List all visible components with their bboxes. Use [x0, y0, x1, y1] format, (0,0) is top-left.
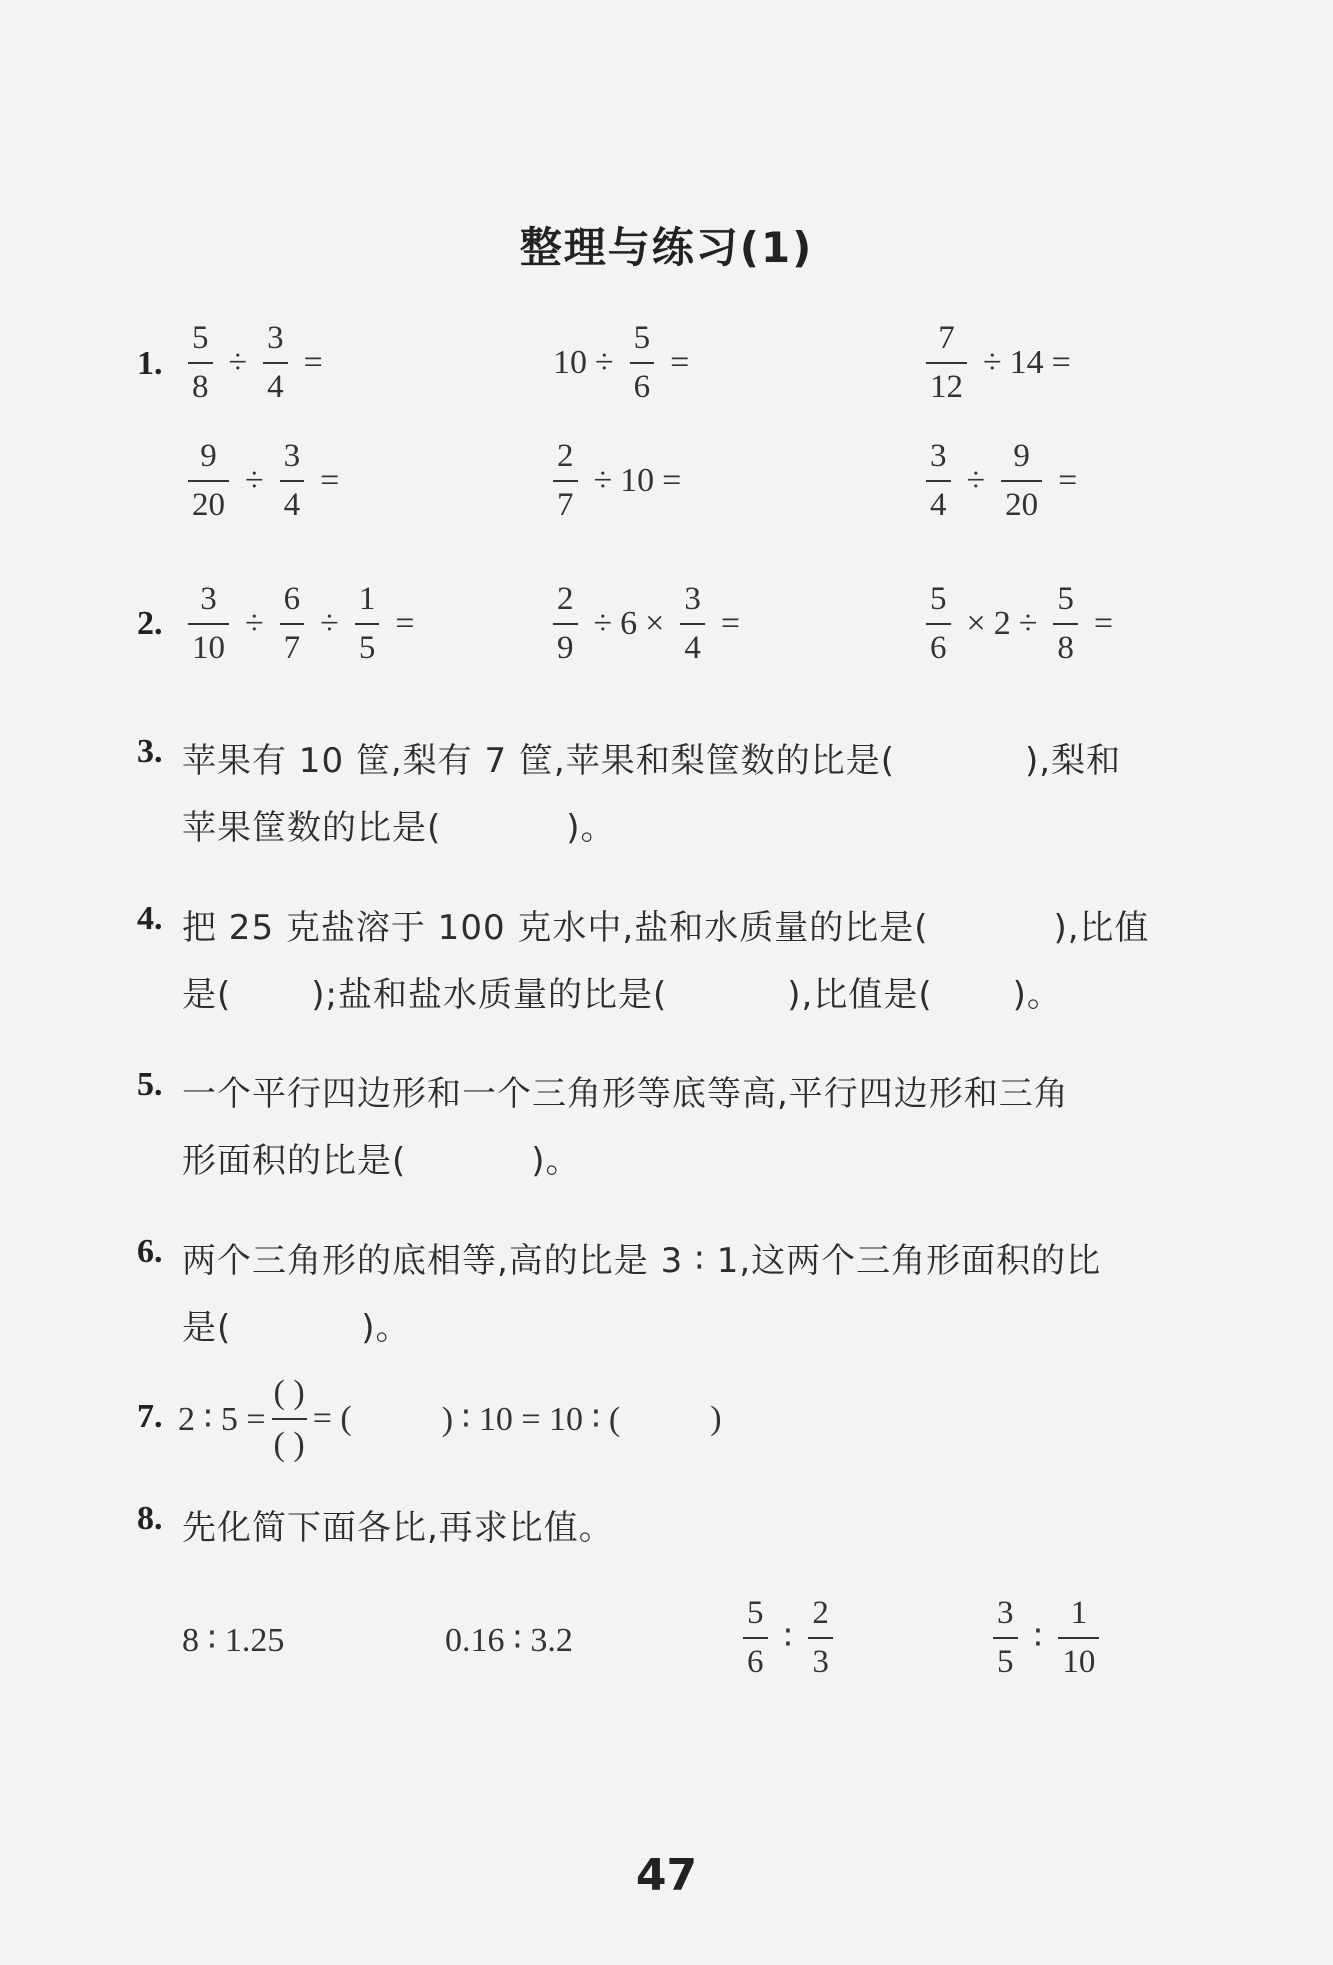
q4-line-1 — [182, 900, 1150, 949]
fraction: $\frac{3}{10}$ — [188, 583, 229, 665]
q3-line-1 — [182, 733, 1121, 782]
fraction-denominator: ( ) — [272, 1418, 307, 1462]
q1-expr-1 — [180, 322, 331, 404]
ratio-text: ) — [710, 1400, 722, 1437]
question-5-number: 5. — [137, 1066, 163, 1103]
question-7-number: 7. — [137, 1398, 163, 1435]
number: 10 — [620, 462, 655, 499]
divide-sign: ÷ — [595, 344, 614, 381]
q5-line-1: 一个平行四边形和一个三角形等底等高,平行四边形和三角 — [182, 1074, 1069, 1114]
fraction: $\frac{5}{6}$ — [743, 1597, 768, 1679]
q6-line-2 — [182, 1300, 411, 1349]
q7-expression — [178, 1376, 722, 1462]
fraction: $\frac{5}{6}$ — [926, 583, 951, 665]
ratio-sign: ∶ — [783, 1620, 793, 1657]
ratio-sign: ∶ — [1033, 1620, 1043, 1657]
divide-sign: ÷ — [1018, 605, 1038, 642]
fraction-numerator: ( ) — [273, 1374, 305, 1411]
question-4-number: 4. — [137, 900, 163, 937]
divide-sign: ÷ — [983, 344, 1002, 381]
ratio-text: 2 ∶ 5 = — [178, 1401, 266, 1438]
equals-sign: = — [1051, 344, 1071, 381]
q1-expr-2 — [553, 322, 697, 404]
fraction: $\frac{3}{4}$ — [680, 583, 705, 665]
question-text: )。 — [361, 1308, 411, 1348]
fraction: $\frac{6}{7}$ — [280, 583, 305, 665]
equals-sign: = — [662, 462, 682, 499]
question-text: )。 — [531, 1141, 581, 1181]
divide-sign: ÷ — [228, 344, 248, 381]
divide-sign: ÷ — [966, 462, 986, 499]
question-text: 形面积的比是( — [182, 1141, 407, 1181]
number: 14 — [1009, 344, 1044, 381]
equals-sign: = — [670, 344, 690, 381]
fraction: $\frac{2}{9}$ — [553, 583, 578, 665]
q8-ratio-4 — [985, 1597, 1107, 1679]
question-3-number: 3. — [137, 733, 163, 770]
q4-line-2 — [182, 967, 1062, 1016]
question-text: ),比值是( — [787, 975, 933, 1015]
question-text: ),比值 — [1053, 908, 1150, 948]
fraction: $\frac{3}{4}$ — [263, 322, 288, 404]
q5-line-2 — [182, 1133, 581, 1182]
number: 2 — [993, 605, 1011, 642]
equals-sign: = — [720, 605, 741, 642]
question-text: 把 25 克盐溶于 100 克水中,盐和水质量的比是( — [182, 908, 929, 948]
question-text: );盐和盐水质量的比是( — [311, 975, 668, 1015]
number: 10 — [553, 344, 587, 381]
q8-ratio-1: 8 ∶ 1.25 — [182, 1622, 285, 1659]
ratio-text: = ( — [312, 1400, 352, 1437]
fraction: $\frac{9}{20}$ — [188, 440, 229, 522]
fraction: $\frac{5}{8}$ — [188, 322, 213, 404]
page-title: 整理与练习(1) — [519, 223, 814, 272]
fraction: $\frac{5}{6}$ — [630, 322, 655, 404]
divide-sign: ÷ — [320, 605, 339, 642]
divide-sign: ÷ — [245, 605, 264, 642]
q1-expr-4 — [180, 440, 347, 522]
fraction: $\frac{2}{3}$ — [808, 1597, 833, 1679]
fraction: $\frac{1}{10}$ — [1058, 1597, 1099, 1679]
fraction: $\frac{2}{7}$ — [553, 440, 578, 522]
fraction: $\frac{1}{5}$ — [355, 583, 380, 665]
number: 6 — [620, 605, 638, 642]
fraction: $\frac{3}{5}$ — [993, 1597, 1018, 1679]
ratio-text: ) ∶ 10 = 10 ∶ ( — [441, 1401, 621, 1438]
fraction: $\frac{3}{4}$ — [926, 440, 951, 522]
multiply-sign: × — [645, 605, 665, 642]
blank-fraction[interactable] — [272, 1376, 307, 1462]
equals-sign: = — [1093, 605, 1114, 642]
q8-ratio-3 — [735, 1597, 841, 1679]
question-8-number: 8. — [137, 1500, 163, 1537]
equals-sign: = — [303, 344, 323, 381]
question-text: 是( — [182, 975, 232, 1015]
q8-ratio-2: 0.16 ∶ 3.2 — [445, 1622, 573, 1659]
divide-sign: ÷ — [593, 462, 613, 499]
q6-line-1: 两个三角形的底相等,高的比是 3 ∶ 1,这两个三角形面积的比 — [182, 1241, 1102, 1281]
fraction: $\frac{5}{8}$ — [1053, 583, 1078, 665]
multiply-sign: × — [966, 605, 986, 642]
question-text: )。 — [566, 808, 616, 848]
fraction: $\frac{3}{4}$ — [280, 440, 305, 522]
q3-line-2 — [182, 800, 616, 849]
equals-sign: = — [1058, 462, 1078, 499]
q1-expr-3 — [918, 322, 1079, 404]
question-text: 苹果有 10 筐,梨有 7 筐,苹果和梨筐数的比是( — [182, 741, 896, 781]
question-text: 苹果筐数的比是( — [182, 808, 442, 848]
question-6-number: 6. — [137, 1233, 163, 1270]
q8-prompt: 先化简下面各比,再求比值。 — [182, 1508, 614, 1548]
question-text: 是( — [182, 1308, 232, 1348]
q1-expr-6 — [918, 440, 1085, 522]
q1-expr-5 — [545, 440, 689, 522]
fraction: $\frac{9}{20}$ — [1001, 440, 1042, 522]
equals-sign: = — [395, 605, 415, 642]
equals-sign: = — [320, 462, 340, 499]
q2-expr-1 — [180, 583, 423, 665]
page-number: 47 — [635, 1850, 698, 1901]
divide-sign: ÷ — [593, 605, 613, 642]
q2-expr-2 — [545, 583, 748, 665]
fraction: $\frac{7}{12}$ — [926, 322, 967, 404]
question-1-number: 1. — [137, 345, 163, 382]
question-text: )。 — [1012, 975, 1062, 1015]
question-2-number: 2. — [137, 605, 163, 642]
question-text: ),梨和 — [1025, 741, 1122, 781]
divide-sign: ÷ — [245, 462, 264, 499]
q2-expr-3 — [918, 583, 1121, 665]
